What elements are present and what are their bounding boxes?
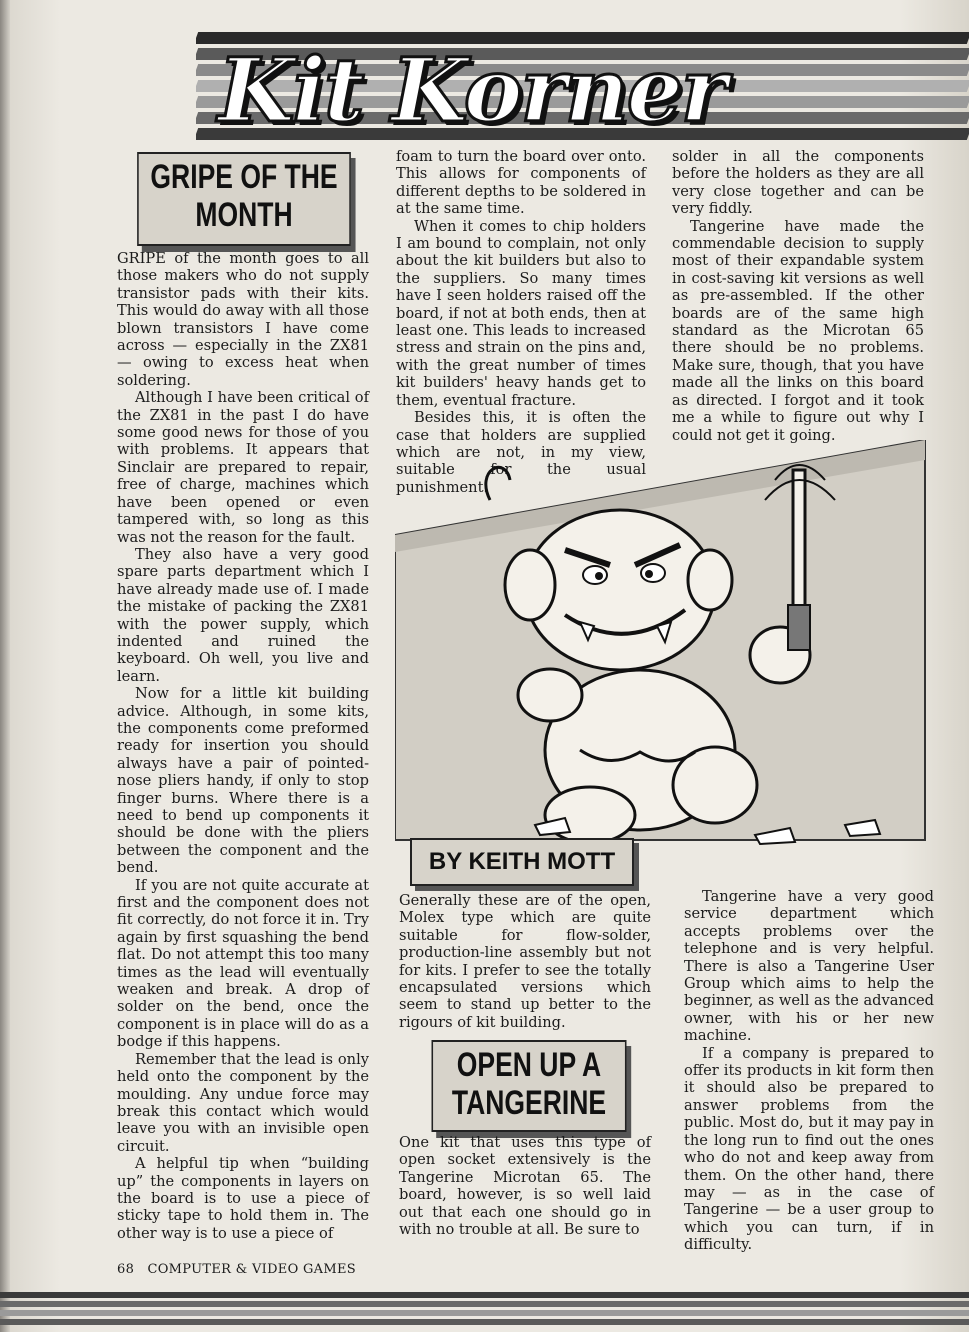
paragraph: Generally these are of the open, Molex type which are quite suitable for flow-solder, production-line assembly but not for kits. I prefer to see the totally encapsulated versions which seem to stand up better to the rigours of kit building. (399, 892, 651, 1031)
paragraph: Besides this, it is often the case that holders are supplied which are not, in my view, suitable for the usual punishment. (396, 409, 646, 496)
column-middle-tangerine (399, 1134, 651, 1238)
page-title: Kit Korner (218, 38, 726, 142)
paragraph: Tangerine have a very good service department which accepts problems over the telephone and is very helpful. There is also a Tangerine User Group which aims to help the beginner, as well as the advanced owner, with his or her new machine. (684, 888, 934, 1045)
section-header-line: GRIPE OF THE (150, 158, 338, 196)
column-left (117, 250, 369, 1242)
paragraph: They also have a very good spare parts department which I have already made use of. I made the mistake of packing the ZX81 with the power supply, which indented and ruined the keyboard. Oh well, you live and learn. (117, 545, 369, 685)
paragraph: When it comes to chip holders I am bound to complain, not only about the kit builders but also to the suppliers. So many times have I seen holders raised off the board, if not at both ends, then at least one. This leads to increased stress and strain on the pins and, with the great number of times kit builders' heavy hands get to them, eventual fracture. (396, 217, 646, 409)
bottom-stripes (0, 1288, 969, 1332)
gremlin-with-soldering-iron-icon (395, 440, 935, 860)
page-spine (0, 0, 10, 1332)
column-right-bottom (684, 888, 934, 1254)
page-footer (117, 1262, 356, 1277)
paragraph: If a company is prepared to offer its products in kit form then it should also be prepared to answer problems from the public. Most do, but it may pay in the long run to find out the ones who do not and keep away from them. On the other hand, there may — as in the case of Tangerine — be a user group to which you can turn, if in difficulty. (684, 1044, 934, 1254)
section-header-line: OPEN UP A (456, 1046, 602, 1084)
paragraph: One kit that uses this type of open socket extensively is the Tangerine Microtan 65. The board, however, is so well laid out that each one should go in with no trouble at all. Be sure to (399, 1134, 651, 1239)
publication-name: COMPUTER & VIDEO GAMES (147, 1262, 356, 1277)
section-header-tangerine (432, 1040, 627, 1132)
paragraph: foam to turn the board over onto. This allows for components of different depths to be soldered in at the same time. (396, 148, 646, 218)
column-middle-bottom (399, 892, 651, 1031)
section-header-line: MONTH (195, 196, 293, 234)
paragraph: Remember that the lead is only held onto the component by the moulding. Any undue force may break this contact which would leave you with an invisible open circuit. (117, 1050, 369, 1155)
column-right-top (672, 148, 924, 444)
section-header-line: TANGERINE (451, 1084, 607, 1122)
byline: BY KEITH MOTT (410, 838, 634, 886)
paragraph: GRIPE of the month goes to all those makers who do not supply transistor pads with their kits. This would do away with all those blown transistors I have come across — especially in the ZX81 — owing to excess heat when soldering. (117, 250, 369, 389)
paragraph: Now for a little kit building advice. Although, in some kits, the components come preformed ready for insertion you should always have a pair of pointed-nose pliers handy, if only to stop finger burns. Where there is a need to bend up components it should be done with the pliers between the component and the bend. (117, 685, 369, 877)
paragraph: A helpful tip when “building up” the components in layers on the board is to use a piece of sticky tape to hold them in. The other way is to use a piece of (117, 1155, 369, 1242)
paragraph: Although I have been critical of the ZX81 in the past I do have some good news for those of you with problems. It appears that Sinclair are prepared to repair, free of charge, machines which have been opened or even tampered with, so long as this was not the reason for the fault. (117, 389, 369, 546)
paragraph: If you are not quite accurate at first and the component does not fit correctly, do not force it in. Try again by first squashing the bend flat. Do not attempt this too many times as the lead will eventually weaken and break. A drop of solder on the bend, once the component is in place will do as a bodge if this happens. (117, 876, 369, 1051)
paragraph: solder in all the components before the holders as they are all very close together and can be very fiddly. (672, 148, 924, 218)
page-number: 68 (117, 1262, 135, 1277)
section-header-gripe (137, 152, 351, 246)
paragraph: Tangerine have made the commendable decision to supply most of their expandable system in cost-saving kit versions as well as pre-assembled. If the other boards are of the same high standard as the Microtan 65 there should be no problems. Make sure, though, that you have made all the links on this board as directed. I forgot and it took me a while to figure out why I could not get it going. (672, 217, 924, 444)
